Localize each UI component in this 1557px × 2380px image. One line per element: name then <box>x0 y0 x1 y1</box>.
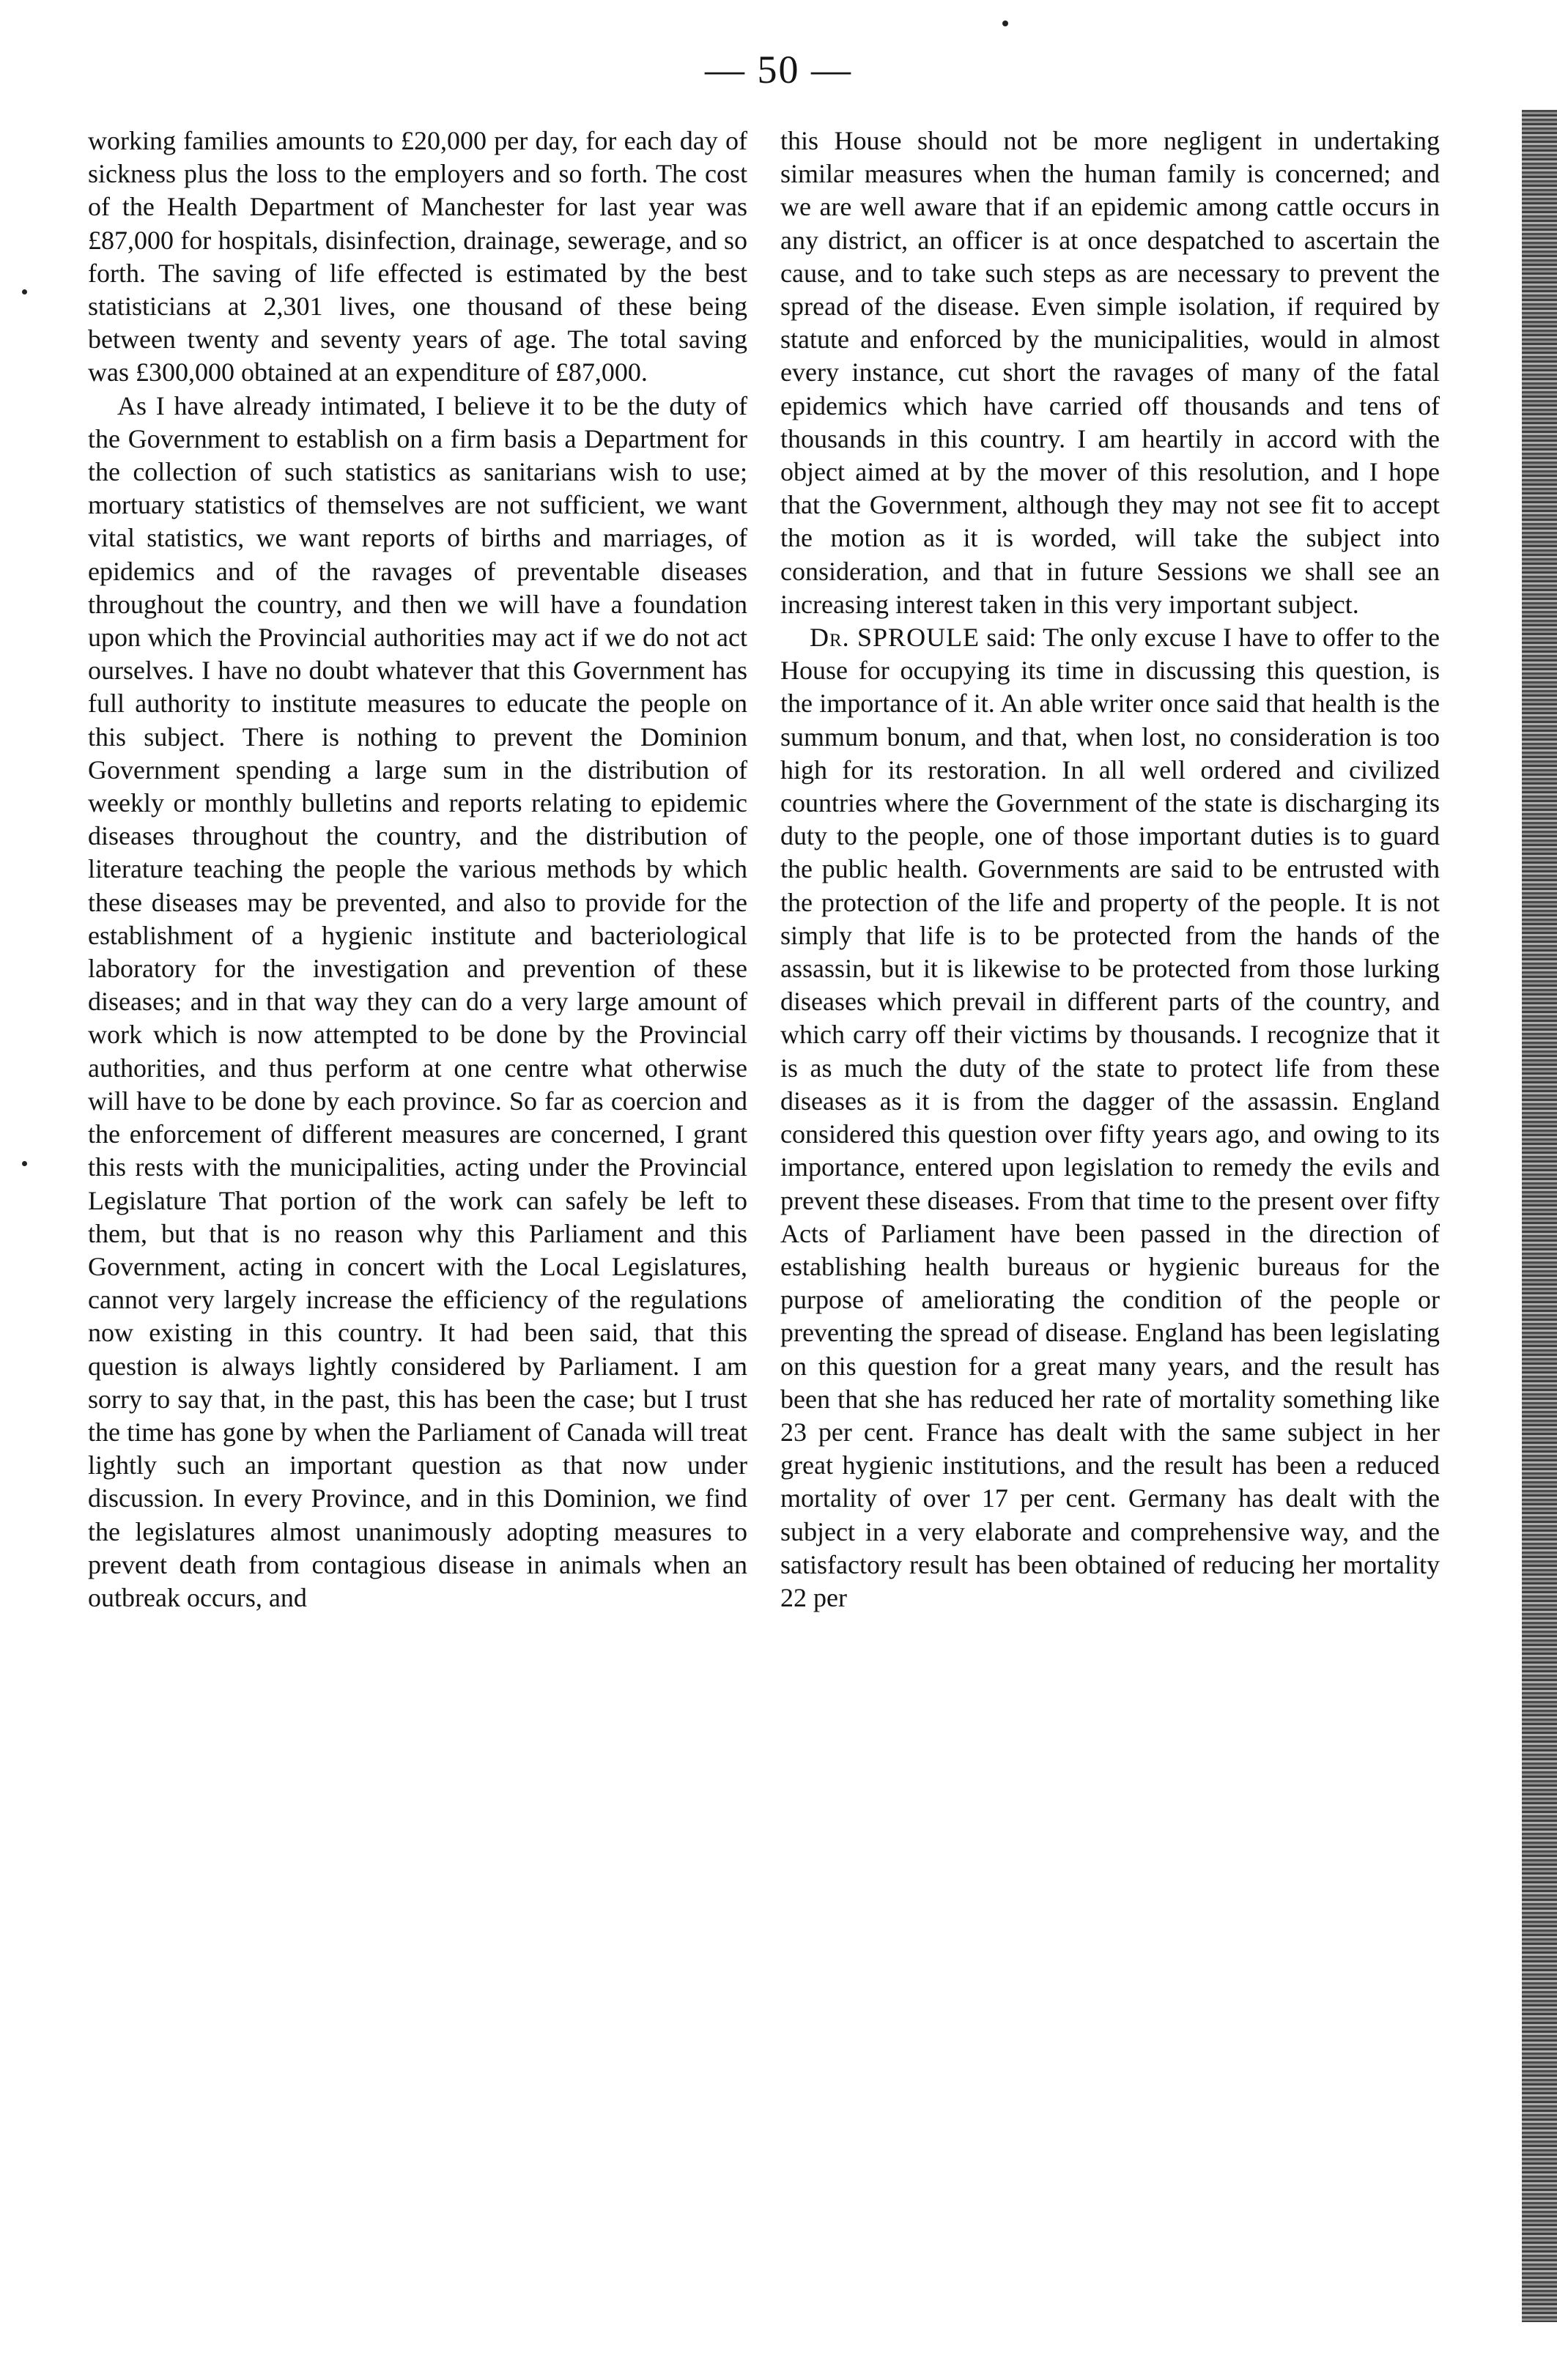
right-column <box>780 125 1440 1615</box>
right-paragraph-1: this House should not be more negligent in undertaking similar measures when the human family is concerned; and we are well aware that if an epidemic among cattle occurs in any district, an officer is at once despatched to ascertain the cause, and to take such steps as are necessary to prevent the spread of the disease. Even simple isolation, if required by statute and enforced by the municipalities, would in almost every instance, cut short the ravages of many of the fatal epidemics which have carried off thousands and tens of thousands in this country. I am heartily in accord with the object aimed at by the mover of this resolution, and I hope that the Government, although they may not see fit to accept the motion as it is worded, will take the subject into consideration, and that in future Sessions we shall see an increasing interest taken in this very important subject. <box>780 126 1440 619</box>
margin-dot-left-1 <box>22 289 27 294</box>
column-gutter <box>766 117 768 2329</box>
margin-dot-left-2 <box>22 1161 27 1166</box>
left-column <box>88 125 747 1615</box>
speaker-name: Dr. SPROULE <box>810 623 980 653</box>
page-number: — 50 — <box>705 48 852 92</box>
left-paragraph-2: As I have already intimated, I believe it to be the duty of the Government to establish on a firm basis a Department for the collection of such statistics as sanitarians wish to use; mortuary statistics of themselves are not sufficient, we want vital statistics, we want reports of births and marriages, of epidemics and of the ravages of preventable diseases throughout the country, and then we will have a foundation upon which the Provincial authorities may act if we do not act ourselves. I have no doubt whatever that this Government has full authority to institute measures to educate the people on this subject. There is nothing to prevent the Dominion Government spending a large sum in the distribution of weekly or monthly bulletins and reports relating to epidemic diseases throughout the country, and the distribution of literature teaching the people the various methods by which these diseases may be prevented, and also to provide for the establishment of a hygienic institute and bacteriological laboratory for the investigation and prevention of these diseases; and in that way they can do a very large amount of work which is now attempted to be done by the Provincial authorities, and thus perform at one centre what otherwise will have to be done by each province. So far as coercion and the enforcement of different measures are concerned, I grant this rests with the municipalities, acting under the Provincial Legislature That portion of the work can safely be left to them, but that is no reason why this Parliament and this Government, acting in concert with the Local Legislatures, cannot very largely increase the efficiency of the regulations now existing in this country. It had been said, that this question is always lightly considered by Parliament. I am sorry to say that, in the past, this has been the case; but I trust the time has gone by when the Parliament of Canada will treat lightly such an important question as that now under discussion. In every Province, and in this Dominion, we find the legislatures almost unanimously adopting measures to prevent death from contagious disease in animals when an outbreak occurs, and <box>88 390 747 1612</box>
margin-dot-top <box>1002 21 1008 26</box>
speech-text: said: The only excuse I have to offer to the House for occupying its time in discussing this question, is the importance of it. An able writer once said that health is the summum bonum, and that, when lost, no consideration is too high for its restoration. In all well ordered and civilized countries where the Government of the state is discharging its duty to the people, one of those important duties is to guard the public health. Governments are said to be entrusted with the protection of the life and property of the people. It is not simply that life is to be protected from the hands of the assassin, but it is likewise to be protected from those lurking diseases which prevail in different parts of the country, and which carry off their victims by thousands. I recognize that it is as much the duty of the state to protect life from these diseases as it is from the dagger of the assassin. England considered this question over fifty years ago, and owing to its importance, entered upon legislation to remedy the evils and prevent these diseases. From that time to the present over fifty Acts of Parliament have been passed in the direction of establishing health bureaus or hygienic bureaus for the purpose of ameliorating the condition of the people or preventing the spread of disease. England has been legislating on this question for a great many years, and the result has been that she has reduced her rate of mortality something like 23 per cent. France has dealt with the same subject in her great hygienic institutions, and the result has been a reduced mortality of over 17 per cent. Germany has dealt with the subject in a very elaborate and comprehensive way, and the satisfactory result has been obtained of reducing her mortality 22 per <box>780 623 1440 1612</box>
left-paragraph-1: working families amounts to £20,000 per day, for each day of sickness plus the loss to the employers and so forth. The cost of the Health Department of Manchester for last year was £87,000 for hospitals, disinfection, drainage, sewerage, and so forth. The saving of life effected is estimated by the best statisticians at 2,301 lives, one thousand of these being between twenty and seventy years of age. The total saving was £300,000 obtained at an expenditure of £87,000. <box>88 126 747 388</box>
scanned-page-edge <box>1522 110 1557 2322</box>
right-paragraph-2 <box>780 621 1440 1615</box>
